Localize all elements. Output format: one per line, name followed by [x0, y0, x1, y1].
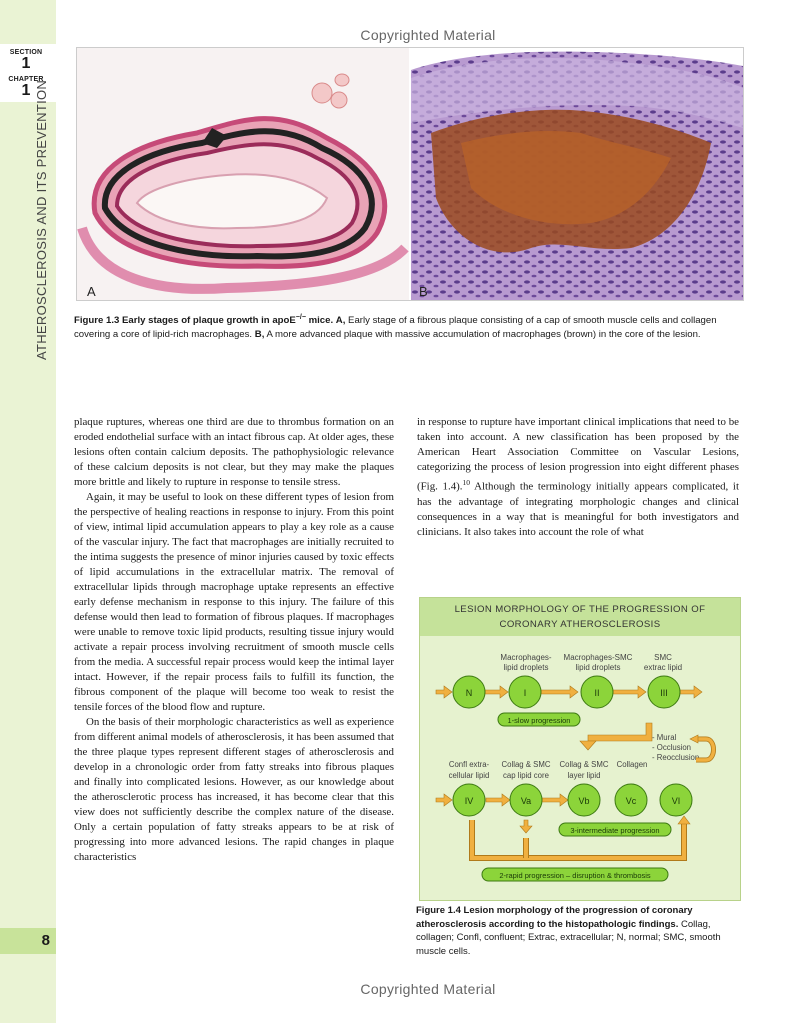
figure-1-4-caption	[416, 904, 742, 958]
panel-label-a: A	[87, 284, 96, 299]
running-title: ATHEROSCLEROSIS AND ITS PREVENTION	[34, 79, 49, 360]
top-label-3-line2: extrac lipid	[643, 663, 683, 672]
diagram-title: LESION MORPHOLOGY OF THE PROGRESSION OF CORONARY ATHEROSCLEROSIS	[420, 598, 740, 636]
figure-panel-a	[77, 48, 409, 300]
node-Va-label: Va	[520, 796, 532, 806]
mid-label-3-line1: Collag & SMC	[559, 760, 609, 769]
caption-figure-label: Figure 1.3	[74, 315, 120, 327]
mid-label-2-line2: cap lipid core	[503, 771, 549, 780]
node-III-label: III	[660, 688, 668, 698]
chapter-label: CHAPTER	[8, 76, 44, 83]
rapid-progression-label: 2-rapid progression – disruption & thrombosis	[499, 871, 651, 880]
slow-progression-label: 1-slow progression	[507, 716, 571, 725]
bend-arrow-down	[588, 723, 652, 741]
caption-b-label: B,	[254, 329, 265, 341]
node-I-label: I	[523, 688, 527, 698]
figure-1-4-diagram	[419, 597, 741, 901]
page-number: 8	[0, 928, 56, 954]
node-VI-label: VI	[671, 796, 681, 806]
mid-label-2-line1: Collag & SMC	[501, 760, 551, 769]
paragraph: Again, it may be useful to look on these different types of lesion from the perspective of healing reactions in response to injury. From this point of view, intimal lipid accumulation appears to play a key role as a cause of the vascular injury. The fact that macrophages are initially recruited to the intima suggests the presence of minor injuries caused by toxic effects of lipid accumulations in the extracellular matrix. The removal of extracellular lipids through macrophage uptake represents an effective early defense mechanism in response to this injury. The failure of this defense would then lead to formation of fibrous plaques. If macrophages were unable to remove toxic lipid products, resulting tissue injury would activate a repair process involving recruitment of smooth muscle cells from the media. A successful repair process would keep the intimal layer intact. However, if the repair process fails to fulfill its function, the fibrous component of the plaque will become too weak to resist the tensile forces of the blood flow and rupture.	[74, 491, 394, 713]
chapter-number: 1	[21, 82, 31, 99]
outcome-reocclusion: - Reocclusion	[652, 753, 700, 762]
panel-label-b: B	[419, 284, 428, 299]
node-II-label: II	[594, 688, 600, 698]
figure-panel-b	[411, 48, 743, 300]
section-label: SECTION	[9, 49, 43, 56]
top-label-2-line2: lipid droplets	[575, 663, 621, 672]
va-down-arrow	[520, 820, 532, 833]
caption-a-label: A,	[335, 315, 346, 327]
node-N-label: N	[465, 688, 473, 698]
diagram-canvas	[420, 598, 740, 900]
top-label-1-line2: lipid droplets	[503, 663, 549, 672]
histology-image-b	[411, 48, 743, 300]
node-Vb-label: Vb	[578, 796, 590, 806]
outcome-mural: - Mural	[652, 733, 677, 742]
mid-label-4: Collagen	[616, 760, 648, 769]
intermediate-progression-label: 3-intermediate progression	[570, 826, 660, 835]
mid-label-1-line1: Confl extra-	[448, 760, 490, 769]
caption-title: Early stages of plaque growth in apoE−/− mice.	[122, 314, 334, 327]
caption-a-text: Early stage of a fibrous plaque consisting of a cap of smooth muscle cells and collagen covering a core of lipid-rich macrophages.	[74, 315, 717, 341]
caption-text: Collag, collagen; Confl, confluent; Extrac, extracellular; N, normal; SMC, smooth muscle cells.	[416, 918, 721, 957]
caption-b-text: A more advanced plaque with massive accumulation of macrophages (brown) in the core of the lesion.	[264, 329, 701, 341]
caption-figure-label: Figure 1.4	[416, 905, 461, 916]
section-number: 1	[21, 55, 31, 72]
node-IV-label: IV	[464, 796, 474, 806]
figure-1-3	[76, 47, 744, 301]
paragraph: in response to rupture have important clinical implications that need to be taken into account. A new classification has been proposed by the American Heart Association Committee on Vascular Lesions, categorizing the process of lesion progression into eight different phases (Fig. 1.4).$^{10}$ Although the terminology initially appears complicated, it has the advantage of integrating morphologic changes and clinical consequences in a way that is meaningful for both investigators and clinicians. It also takes into account the role of what	[417, 416, 739, 538]
histology-image-a	[77, 48, 409, 300]
mid-label-1-line2: cellular lipid	[448, 771, 490, 780]
body-column-right	[417, 415, 739, 540]
mid-label-3-line2: layer lipid	[567, 771, 601, 780]
top-label-2-line1: Macrophages-SMC	[563, 653, 633, 662]
node-Vc-label: Vc	[625, 796, 637, 806]
watermark-bottom: Copyrighted Material	[360, 981, 496, 997]
top-label-1-line1: Macrophages-	[500, 653, 552, 662]
figure-1-3-caption	[74, 311, 742, 342]
top-label-3-line1: SMC	[654, 653, 672, 662]
body-column-left	[74, 415, 394, 865]
caption-title: Lesion morphology of the progression of coronary atherosclerosis according to the histopathologic findings.	[416, 905, 693, 930]
paragraph: On the basis of their morphologic characteristics as well as experience from different animal models of atherosclerosis, it has been assumed that the three plaque types represent different stages of atherosclerosis and develop in a chronologic order from fatty streaks into fibrous plaques and finally into complicated lesions. However, as our knowledge about the atherosclerotic process has increased, it has become clear that this view does not sufficiently describe the complex nature of the disease. Only a certain population of fatty streaks appears to be at risk of progressing into more advanced lesions. The rapid changes in plaque characteristics	[74, 716, 394, 863]
outcome-occlusion: - Occlusion	[652, 743, 691, 752]
reference-number: 10	[462, 478, 471, 487]
paragraph: plaque ruptures, whereas one third are due to thrombus formation on an eroded endothelial surface with an intact fibrous cap. At older ages, these lesions often contain calcium deposits. The pathophysiologic relevance of these calcium deposits is not clear, but they may make the plaques more brittle and likely to rupture in response to tensile stress.	[74, 416, 394, 488]
watermark-top: Copyrighted Material	[360, 27, 496, 43]
